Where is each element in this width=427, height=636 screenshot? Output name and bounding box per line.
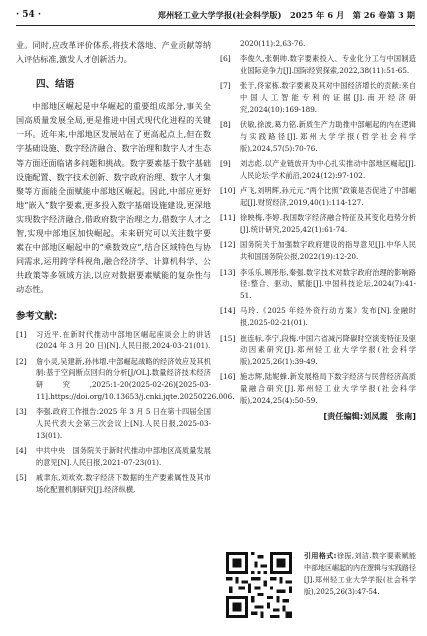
reference-item	[220, 267, 416, 302]
reference-text: 戚聿东,刘欢欢.数字经济下数据的生产要素属性及其市场化配置机制研究[J].经济纵横,	[36, 473, 211, 495]
reference-text: 习近平.在新时代推动中部地区崛起座谈会上的讲话(2024 年 3 月 20 日)[N].人民日报,2024-03-21(01).	[36, 329, 211, 351]
citation-text: 徐振,刘洁.数字要素赋能中部地区崛起的内在逻辑与实践路径[J].郑州轻工业大学学报(社会科学版),2025,26(3):47-54.	[304, 552, 416, 596]
reference-number: [12]	[220, 240, 236, 250]
reference-item	[220, 185, 416, 209]
citation-block	[220, 550, 416, 630]
reference-text: 马玲.《2025 年经外资行动方案》发布[N].金融时报,2025-02-21(01).	[240, 306, 416, 328]
reference-number: [13]	[220, 267, 236, 277]
reference-number: [6]	[220, 54, 231, 64]
reference-item	[220, 371, 416, 406]
reference-text: 李俊久,张朝帅.数字要素投入、专业化分工与中国制造业国际竞争力[J].国际经贸探索,2022,38(11):51-65.	[240, 54, 416, 76]
citation-text-block	[304, 550, 416, 598]
reference-item	[220, 80, 416, 115]
reference-number: [11]	[220, 213, 236, 223]
header-rule	[16, 25, 415, 26]
reference-text: 卢飞,刘明辉,孙元元.“两个比照”政策是否促进了中部崛起[J].财贸经济,2019,40(1):114-127.	[240, 186, 416, 208]
reference-number: [8]	[220, 120, 231, 130]
reference-item	[220, 119, 416, 154]
reference-number: [14]	[220, 306, 236, 316]
reference-text: 徐映梅,李婷.我国数字经济融合特征及其变化趋势分析[J].统计研究,2025,42(1):61-74.	[240, 213, 416, 235]
reference-number: [5]	[16, 473, 27, 483]
reference-item	[220, 53, 416, 77]
reference-item	[16, 472, 211, 496]
reference-item	[220, 239, 416, 263]
reference-item	[220, 305, 416, 329]
reference-number: [1]	[16, 329, 27, 339]
reference-text: 伏敏,徐波,葛力铭.新质生产力助推中部崛起的内在逻辑与实践路径[J].郑州大学学报(哲学社会科学版),2024,57(5):70-76.	[240, 120, 416, 153]
reference-item	[16, 406, 211, 441]
page-header	[16, 8, 415, 28]
reference-item	[220, 333, 416, 368]
responsible-editor: [责任编辑:刘凤霞 张南]	[323, 410, 416, 421]
reference-number: [9]	[220, 159, 231, 169]
section-heading: 四、结语	[36, 79, 75, 91]
reference-number: [7]	[220, 81, 231, 91]
reference-continuation	[220, 38, 416, 50]
reference-number: [4]	[16, 446, 27, 456]
reference-item	[220, 212, 416, 236]
reference-text: 张于,佟家栋.数字要素及其对中国经济增长的贡献:来自中国人工智能专利的证据[J].南开经济研究,2024(10):169-189.	[240, 81, 416, 114]
page-number: · 54 ·	[16, 10, 42, 20]
reference-text: 刘志彪.以产业链放开为中心扎实推动中部地区崛起[J].人民论坛·学术前沿,2024(12):97-102.	[240, 159, 416, 180]
references-heading: 参考文献:	[16, 310, 58, 322]
intro-paragraph: 业。同时,应改革评价体系,将技术落地、产业贡献等纳入评估标准,激发人才创新活力。	[16, 40, 211, 65]
reference-text: 国务院关于加强数字政府建设的指导意见[J].中华人民共和国国务院公报,2022(19):12-20.	[240, 240, 416, 262]
right-column	[220, 38, 416, 422]
reference-number: [2]	[16, 356, 27, 366]
reference-text: 2020(11):2,63-76.	[240, 39, 306, 48]
reference-number: [16]	[220, 372, 236, 382]
reference-text: 施志辉,陆妮蜂.新发展格局下数字经济与民营经济高质量融合研究[J].郑州轻工业大学学报(社会科学版),2024,25(4):50-59.	[240, 372, 416, 406]
reference-number: [3]	[16, 407, 27, 417]
qr-code-icon[interactable]	[226, 552, 292, 618]
reference-item	[220, 158, 416, 182]
reference-item	[16, 445, 211, 469]
journal-info: 郑州轻工业大学学报(社会科学版) 2025 年 6 月 第 26 卷第 3 期	[157, 10, 415, 20]
reference-number: [10]	[220, 186, 236, 196]
reference-item	[16, 329, 211, 353]
reference-text: 李乐乐,顾彤彤,秦强.数字技术对数字政府治理的影响路径:整合、驱动、赋能[J].中国科技论坛,2024(7):41-51.	[240, 267, 416, 301]
reference-number: [15]	[220, 333, 236, 343]
reference-text: 中共中央 国务院关于新时代推动中部地区高质量发展的意见[N].人民日报,2021-07-23(01).	[36, 446, 211, 467]
citation-label: 引用格式:	[304, 552, 337, 560]
reference-text: 李强.政府工作报告:2025 年 3 月 5 日在第十四届全国人民代表大会第三次会议上[N].人民日报,2025-03-13(01).	[36, 407, 211, 440]
conclusion-paragraph: 中部地区崛起是中华崛起的重要组成部分,事关全国高质量发展全局,更是推进中国式现代化进程的关键一环。近年来,中部地区发展站在了更高起点上,但在数字基础设施、数字经济融合、数字治理和数字人才生态等方面还面临诸多问题和挑战。数字要素基于数字基础设施配置、数字技术创新、数字政府治理、数字人才集聚等方面能全面赋能中部地区崛起。因此,中部应更好地“嵌入”数字要素,更多投入数字基础设施建设,更深地实现数字经济融合,借政府数字治理之力,借数字人才之智,实现中部地区加快崛起。未来研究可以关注数字要素在中部地区崛起中的“乘数效应”,结合区域特色与协同需求,运用跨学科视角,融合经济学、计算机科学、公共政策等多领域方法,以应对数据要素赋能的复杂性与动态性。	[16, 101, 211, 295]
reference-text: 崔连标,李宁,段梅.中国六省减污降碳时空演变特征及驱动因素研究[J].郑州轻工业大学学报(社会科学版),2025,26(1):39-49.	[240, 333, 416, 367]
reference-text: 詹小灵,吴建新,孙伟增.中部崛起战略的经济效应及其机制:基于空间断点回归的分析[J/OL].数量经济技术经济研究,2025:1-20(2025-02-26)[2025-03-11].https://doi.org/10.13653/j.cnki.jqte.20250226.006.	[36, 356, 235, 401]
